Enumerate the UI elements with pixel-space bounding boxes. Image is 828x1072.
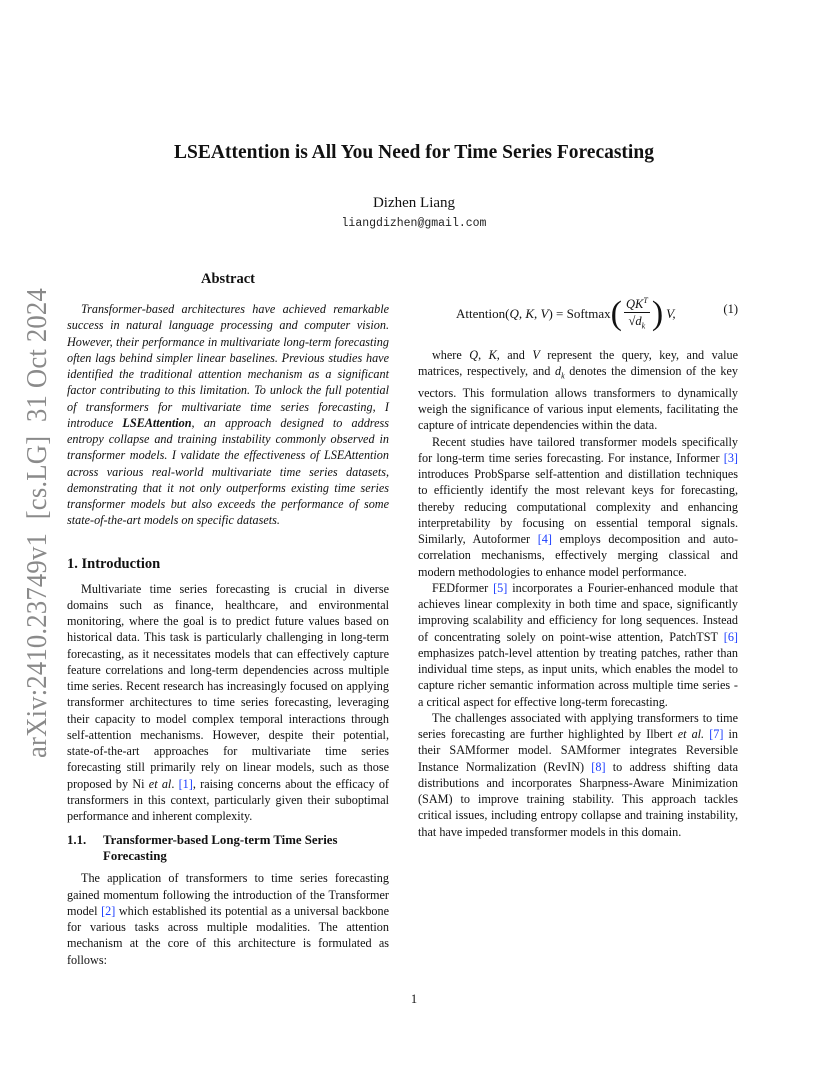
arxiv-stamp <box>16 288 56 758</box>
citation-link[interactable]: [8] <box>591 759 606 774</box>
citation-link[interactable]: [7] <box>709 727 724 742</box>
equation-body: Attention( Q, K, V ) = Softmax ( $\frac{QK^T}{√d_k}$ ) V, <box>456 293 676 335</box>
left-column <box>67 270 389 968</box>
subsection-heading <box>67 832 389 864</box>
subsection-paragraph: The application of transformers to time series forecasting gained momentum following the introduction of the Transformer model [2] which established its potential as a universal backbone for various tasks across multiple modalities. The attention mechanism at the core of this architecture is formulated as follows: <box>67 871 390 967</box>
equation-number: (1) <box>723 302 738 316</box>
author-email[interactable]: liangdizhen@gmail.com <box>341 217 487 230</box>
citation-link[interactable]: [2] <box>101 903 116 918</box>
abstract-text: Transformer-based architectures have achieved remarkable success in natural language processing and computer vision. However, their performance in multivariate long-term forecasting often lags behind simpler linear baselines. Previous studies have identified the traditional attention mechanism as a significant factor contributing to this limitation. To unlock the full potential of transformers for multivariate time series forecasting, I introduce LSEAttention, an approach designed to address entropy collapse and training instability commonly observed in transformer models. I validate the effectiveness of LSEAttention across various real-world multivariate time series datasets, demonstrating that it not only outperforms existing time series transformer models but also exceeds the performance of some state-of-the-art models on specific datasets. <box>67 302 389 528</box>
right-paren: ) <box>651 294 664 332</box>
subsection-number: 1.1. <box>67 833 87 848</box>
abstract-bold-term: LSEAttention <box>122 415 192 430</box>
author-name: Dizhen Liang <box>372 195 456 211</box>
citation-link[interactable]: [1] <box>178 776 193 791</box>
page-number: 1 <box>410 992 418 1006</box>
arxiv-stamp-text: arXiv:2410.23749v1 [cs.LG] 31 Oct 2024 <box>21 288 53 758</box>
citation-link[interactable]: [5] <box>493 580 508 595</box>
equation-attention <box>418 271 738 347</box>
left-paren: ( <box>610 294 622 332</box>
related-work-paragraph-1: Recent studies have tailored transformer models specifically for long-term time series forecasting. For instance, Informer [3] introduces ProbSparse self-attention and distillation techniques to efficiently identify the most relevant keys for forecasting, thereby reducing computational complexity and enhancing interpretability by focusing on essential temporal signals. Similarly, Autoformer [4] employs decomposition and auto-correlation mechanisms, effectively merging classical and modern methodologies to enhance model performance. <box>418 434 739 579</box>
right-column <box>418 271 738 840</box>
citation-link[interactable]: [6] <box>723 629 738 644</box>
citation-link[interactable]: [4] <box>537 532 552 547</box>
abstract-heading: Abstract <box>201 271 255 287</box>
equation-fraction: $\frac{QK^T}{√d_k}$ <box>624 293 650 335</box>
citation-link[interactable]: [3] <box>723 450 738 465</box>
intro-paragraph: Multivariate time series forecasting is crucial in diverse domains such as finance, healthcare, and environmental monitoring, where the goal is to predict future values based on historical data. This task is particularly challenging in long-term forecasting, as it necessitates models that can effectively capture feature correlations and long-term dependencies across multiple time series. Recent research has increasingly focused on applying transformer architectures to time series forecasting, leveraging their capacity to model complex temporal interactions through self-attention mechanisms. However, despite their potential, state-of-the-art approaches for multivariate time series forecasting still primarily rely on linear models, such as those proposed by Ni et al. [1], raising concerns about the efficacy of transformers in this context, particularly given their suboptimal performance and inherent complexity. <box>67 581 389 823</box>
subsection-title: Transformer-based Long-term Time Series Forecasting <box>103 833 338 864</box>
related-work-paragraph-2: FEDformer [5] incorporates a Fourier-enhanced module that achieves linear complexity in both time and space, significantly improving scalability and efficiency for long sequences. Instead of concentrating solely on point-wise attention, PatchTST [6] emphasizes patch-level attention by treating patches, rather than individual time steps, as input units, which enables the model to capture richer semantic information across multiple time series - a critical aspect for effective long-term forecasting. <box>418 580 738 709</box>
related-work-paragraph-3: The challenges associated with applying transformers to time series forecasting are further highlighted by Ilbert et al. [7] in their SAMformer model. SAMformer integrates Reversible Instance Normalization (RevIN) [8] to address shifting data distributions and incorporates Sharpness-Aware Minimization (SAM) to improve training stability. This approach tackles critical issues, including entropy collapse and training instability, that have impeded transformer models in this domain. <box>418 710 738 839</box>
section-heading-introduction: 1. Introduction <box>67 555 161 572</box>
where-paragraph: where Q, K, and V represent the query, key, and value matrices, respectively, and $d_k$ denotes the dimension of the key vectors. This formulation allows transformers to dynamically weigh the significance of various input elements, facilitating the capture of intricate dependencies within the data. <box>418 348 738 433</box>
paper-title: LSEAttention is All You Need for Time Series Forecasting <box>174 142 654 163</box>
